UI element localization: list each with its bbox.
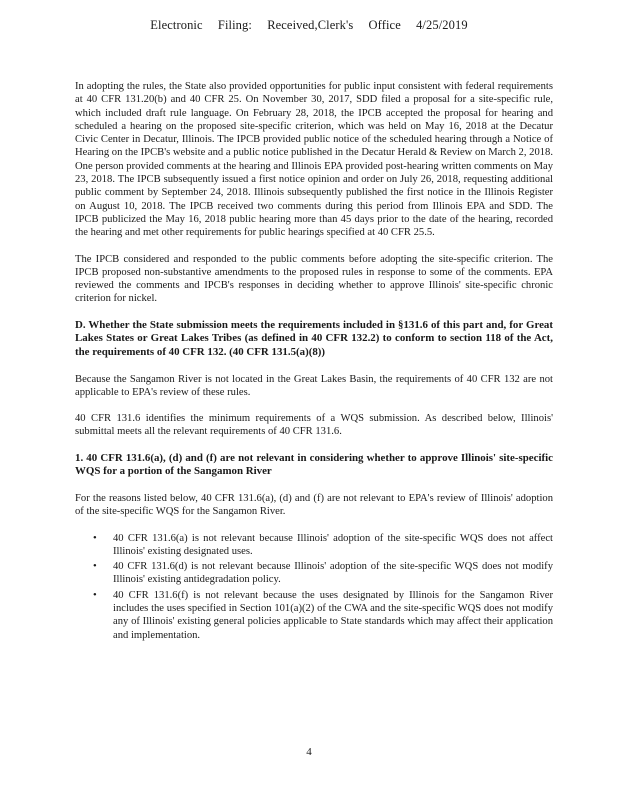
bullet-list bbox=[75, 532, 553, 642]
paragraph-great-lakes: Because the Sangamon River is not located in the Great Lakes Basin, the requirements of 40 CFR 132 are not applicable to EPA's review of these rules. bbox=[75, 373, 553, 398]
paragraph-public-input: In adopting the rules, the State also provided opportunities for public input consistent with federal requirements at 40 CFR 131.20(b) and 40 CFR 25. On November 30, 2017, SDD filed a proposal for a site-specific rule, which included draft rule language. On February 28, 2018, the IPCB accepted the proposal for hearing and scheduled a hearing on the proposed site-specific criterion, which was held on May 16, 2018 at the Decatur Civic Center in Decatur, Illinois. The IPCB provided public notice of the scheduled hearing through a Notice of Hearing on the IPCB's website and a public notice published in the Decatur Herald & Review on March 2, 2018. One person provided comments at the hearing and Illinois EPA provided post-hearing written comments on May 23, 2018. The IPCB subsequently issued a first notice opinion and order on July 26, 2018, requesting additional public comment by September 24, 2018. Illinois subsequently published the first notice in the Illinois Register on August 10, 2018. The IPCB received two comments during this period from Illinois EPA and SDD. The IPCB publicized the May 16, 2018 public hearing more than 45 days prior to the date of the hearing, recorded the hearing and met other requirements for public hearings specified at 40 CFR 25.5. bbox=[75, 81, 553, 239]
bullet-text: 40 CFR 131.6(d) is not relevant because Illinois' adoption of the site-specific WQS does not modify Illinois' existing antidegradation policy. bbox=[113, 561, 553, 586]
bullet-item bbox=[93, 560, 553, 587]
bullet-item bbox=[93, 532, 553, 559]
bullet-dot-icon: • bbox=[93, 532, 97, 544]
header-received-clerks: Received,Clerk's bbox=[267, 18, 354, 32]
filing-header bbox=[0, 18, 618, 33]
bullet-dot-icon: • bbox=[93, 561, 97, 573]
subsection-heading-1: 1. 40 CFR 131.6(a), (d) and (f) are not relevant in considering whether to approve Illinois' site-specific WQS for a portion of the Sangamon River bbox=[75, 451, 553, 478]
header-office: Office bbox=[368, 18, 401, 32]
header-filing: Filing: bbox=[217, 18, 252, 32]
bullet-item bbox=[93, 589, 553, 642]
header-date: 4/25/2019 bbox=[416, 18, 468, 32]
bullet-text: 40 CFR 131.6(a) is not relevant because Illinois' adoption of the site-specific WQS does not affect Illinois' existing designated uses. bbox=[113, 532, 553, 557]
paragraph-ipcb-comments: The IPCB considered and responded to the public comments before adopting the site-specific criterion. The IPCB proposed non-substantive amendments to the proposed rules in response to some of the comments. EPA reviewed the comments and IPCB's responses in deciding whether to approve Illinois' site-specific chronic criterion for nickel. bbox=[75, 253, 553, 305]
bullet-dot-icon: • bbox=[93, 589, 97, 601]
page-number: 4 bbox=[306, 746, 312, 758]
section-heading-d: D. Whether the State submission meets the requirements included in §131.6 of this part and, for Great Lakes States or Great Lakes Tribes (as defined in 40 CFR 132.2) to conform to section 118 of the Act, the requirements of 40 CFR 132. (40 CFR 131.5(a)(8)) bbox=[75, 318, 553, 358]
bullet-text: 40 CFR 131.6(f) is not relevant because the uses designated by Illinois for the Sangamon River includes the uses specified in Section 101(a)(2) of the CWA and the site-specific WQS does not modify any of Illinois' existing general policies applicable to State standards which may affect their application and implementation. bbox=[113, 589, 553, 641]
header-electronic: Electronic bbox=[150, 18, 203, 32]
paragraph-reasons: For the reasons listed below, 40 CFR 131.6(a), (d) and (f) are not relevant to EPA's review of Illinois' adoption of the site-specific WQS for the Sangamon River. bbox=[75, 492, 553, 518]
document-body bbox=[75, 80, 553, 644]
paragraph-minimum-requirements: 40 CFR 131.6 identifies the minimum requirements of a WQS submission. As described below, Illinois' submittal meets all the relevant requirements of 40 CFR 131.6. bbox=[75, 413, 553, 438]
